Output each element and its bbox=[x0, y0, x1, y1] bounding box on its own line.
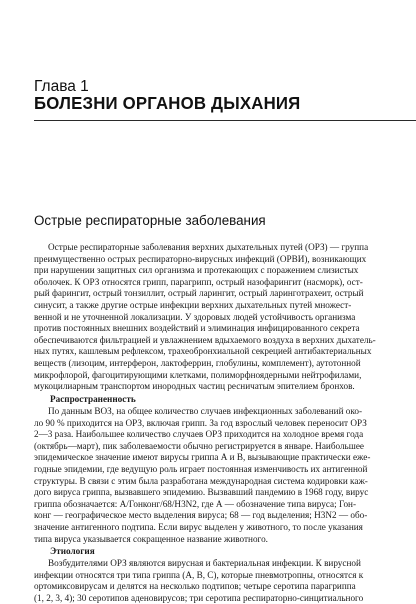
chapter-title-underline bbox=[34, 120, 416, 121]
text-line: дого вируса гриппа, вызвавшего эпидемию. Вызвавший пандемию в 1968 году, вирус bbox=[34, 487, 369, 498]
text-line: инфекции относятся три типа гриппа (А, В, С), которые пневмотропны, относятся к bbox=[34, 569, 364, 580]
intro-paragraph bbox=[34, 242, 397, 393]
subheading-prevalence: Распространенность bbox=[50, 394, 136, 404]
chapter-title: БОЛЕЗНИ ОРГАНОВ ДЫХАНИЯ bbox=[34, 93, 301, 113]
chapter-label: Глава 1 bbox=[34, 78, 89, 95]
text-line: годные эпидемии, где ведущую роль играет постоянная изменчивость их антигенной bbox=[34, 463, 368, 474]
text-line: типа вируса указывается сокращенное название животного. bbox=[34, 533, 268, 544]
text-line: венной и не уточненной локализации. У здоровых людей устойчивость организма bbox=[34, 311, 356, 322]
text-line: микрофлорой, фагоцитирующими клетками, полиморфноядерными нейтрофилами, bbox=[34, 369, 362, 380]
etiology-paragraph bbox=[34, 558, 397, 604]
text-line: оболочек. К ОРЗ относятся грипп, парагрипп, острый назофарингит (насморк), ост- bbox=[34, 276, 363, 287]
text-line: значение антигенного подтипа. Если вирус выделен у животного, то после указания bbox=[34, 521, 363, 532]
text-line: ло 90 % приходится на ОРЗ, включая грипп. За год взрослый человек переносит ОРЗ bbox=[34, 417, 367, 428]
prevalence-paragraph bbox=[34, 406, 397, 545]
text-line: веществ (лизоцим, интерферон, лактоферрин, глобулины, комплемент), аутотонной bbox=[34, 357, 361, 368]
text-line: против постоянных внешних воздействий и элиминация инфицированного секрета bbox=[34, 323, 360, 334]
text-line: мукоцилиарным транспортом инородных частиц ресничатым эпителием бронхов. bbox=[34, 381, 355, 392]
text-line: По данным ВОЗ, на общее количество случаев инфекционных заболеваний око- bbox=[48, 406, 363, 416]
text-line: ных путях, кашлевым рефлексом, трахеобронхиальной секрецией антибактериальных bbox=[34, 346, 372, 357]
text-line: эпидемическое значение имеют вирусы гриппа А и В, вызывающие практически еже- bbox=[34, 452, 371, 463]
text-line: 2—3 раза. Наибольшее количество случаев ОРЗ приходится на холодное время года bbox=[34, 429, 364, 440]
text-line: Возбудителями ОРЗ являются вирусная и бактериальная инфекции. К вирусной bbox=[48, 558, 361, 568]
text-line: гриппа обозначается: А/Гонконг/68/H3N2, где А — обозначение типа вируса; Гон- bbox=[34, 498, 357, 509]
text-line: структуры. В связи с этим была разработана международная система кодировки каж- bbox=[34, 475, 368, 486]
text-line: рый фарингит, острый тонзиллит, острый ларингит, острый ларинготрахеит, острый bbox=[34, 288, 364, 299]
text-line: ортомиксовирусам и делятся на несколько подтипов; четыре серотипа парагриппа bbox=[34, 581, 356, 592]
text-line: (октябрь—март), пик заболеваемости обычно регистрируется в январе. Наибольшее bbox=[34, 440, 364, 451]
text-line: обеспечиваются фильтрацией и увлажнением вдыхаемого воздуха в верхних дыхатель- bbox=[34, 334, 376, 345]
subheading-etiology: Этиология bbox=[50, 546, 95, 556]
text-line: (1, 2, 3, 4); 30 серотипов аденовирусов; три серотипа респираторно-синцитиального bbox=[34, 592, 364, 603]
text-line: преимущественно острых респираторно-вирусных инфекций (ОРВИ), возникающих bbox=[34, 253, 367, 264]
section-title: Острые респираторные заболевания bbox=[34, 213, 266, 228]
text-line: при нарушении защитных сил организма и протекающих с поражением слизистых bbox=[34, 265, 359, 276]
text-line: Острые респираторные заболевания верхних дыхательных путей (ОРЗ) — группа bbox=[48, 242, 369, 252]
text-line: синусит, а также другие острые инфекции верхних дыхательных путей множест- bbox=[34, 299, 352, 310]
text-line: конг — географическое место выделения вируса; 68 — год выделения; H3N2 — обо- bbox=[34, 510, 368, 521]
